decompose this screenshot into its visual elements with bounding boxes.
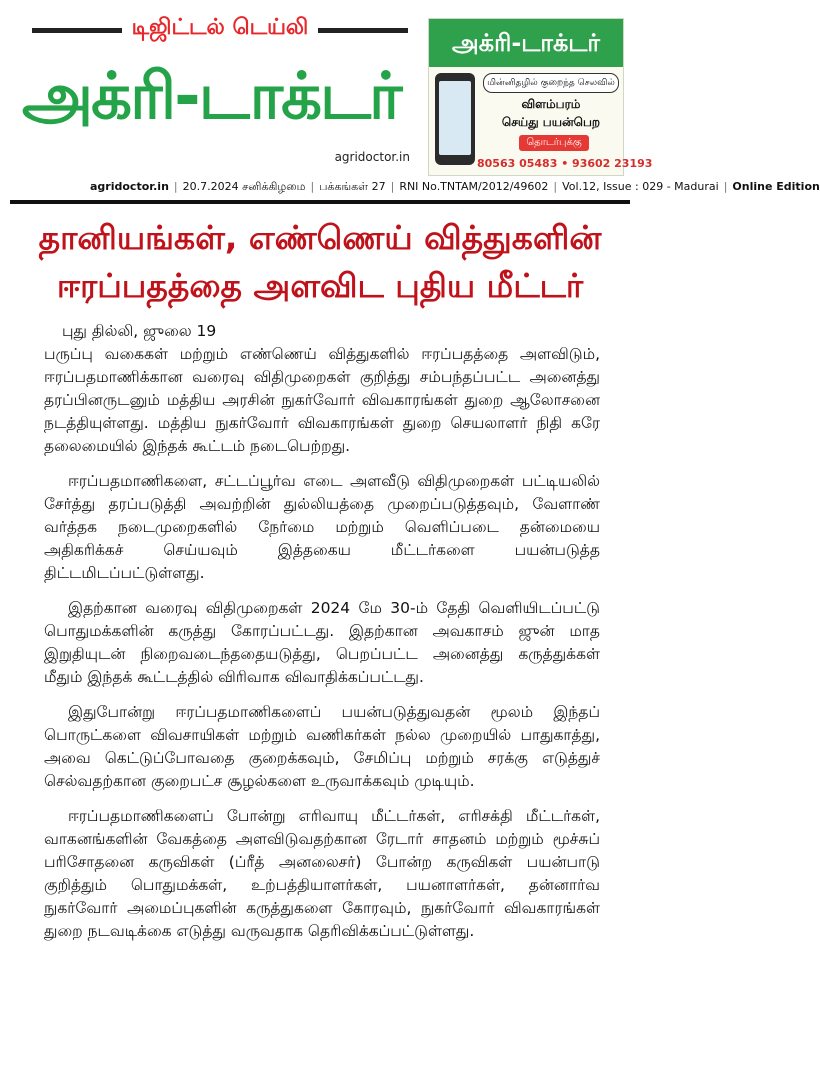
headline-line-1: தானியங்கள், எண்ணெய் வித்துகளின்: [38, 218, 602, 257]
ad-line-1: மின்னிதழில் குறைந்த செலவில்: [483, 73, 619, 93]
ad-contact-label: தொடர்புக்கு: [519, 135, 589, 151]
ad-title: அக்ரி-டாக்டர்: [452, 29, 600, 57]
masthead-tagline: டிஜிட்டல் டெய்லி: [131, 15, 309, 40]
masthead-site-url: agridoctor.in: [334, 150, 410, 164]
phone-screen: [439, 81, 471, 155]
phone-icon: [435, 73, 475, 165]
article-paragraph: பருப்பு வகைகள் மற்றும் எண்ணெய் வித்துகளில் ஈரப்பதத்தை அளவிடும், ஈரப்பதமாணிக்கான வரைவு விதிமுறைகள் குறித்து சம்பந்தப்பட்ட அனைத்து தரப்பினருடனும் மத்திய அரசின் நுகர்வோர் விவகாரங்கள் துறை ஆலோசனை நடத்தியுள்ளது. மத்திய நுகர்வோர் விவகாரங்கள் துறை செயலாளர் நிதி கரே தலைமையில் இந்தக் கூட்டம் நடைபெற்றது.: [44, 345, 600, 455]
article-body: [44, 320, 600, 1060]
article-paragraph: ஈரப்பதமாணிகளை, சட்டப்பூர்வ எடை அளவீடு விதிமுறைகள் பட்டியலில் சேர்த்து தரப்படுத்தி அவற்றின் துல்லியத்தை முறைப்படுத்தவும், வேளாண் வர்த்தக நடைமுறைகளில் நேர்மை மற்றும் வெளிப்படை தன்மையை அதிகரிக்கச் செய்யவும் இத்தகைய மீட்டர்களை பயன்படுத்த திட்டமிடப்பட்டுள்ளது.: [44, 472, 600, 582]
advertisement-banner[interactable]: [428, 18, 653, 176]
newspaper-logo: அக்ரி-டாக்டர்: [22, 60, 401, 134]
masthead: [0, 0, 820, 205]
masthead-divider: [10, 200, 630, 204]
ad-line-3: செய்து பயன்பெற: [501, 115, 601, 129]
article-paragraph: இதற்கான வரைவு விதிமுறைகள் 2024 மே 30-ம் தேதி வெளியிடப்பட்டு பொதுமக்களின் கருத்து கோரப்பட்டது. இதற்கான அவகாசம் ஜுன் மாத இறுதியுடன் நிறைவடைந்ததையடுத்து, பெறப்பட்ட அனைத்து கருத்துக்கள் மீதும் இந்தக் கூட்டத்தில் விரிவாக விவாதிக்கப்பட்டது.: [44, 599, 600, 686]
infobar-date: 20.7.2024 சனிக்கிழமை: [182, 180, 306, 193]
infobar-edition: Online Edition: [732, 180, 820, 193]
ad-line-2: விளம்பரம்: [521, 97, 581, 111]
issue-info-bar: agridoctor.in | 20.7.2024 சனிக்கிழமை | பக்கங்கள் 27 | RNI No.TNTAM/2012/49602 | Vol.12, Issue : 029 - Madurai | Online Edition: [90, 178, 630, 196]
article-headline: [20, 214, 620, 314]
article-paragraph: இதுபோன்று ஈரப்பதமாணிகளைப் பயன்படுத்துவதன் மூலம் இந்தப் பொருட்களை விவசாயிகள் மற்றும் வணிகர்கள் நல்ல முறையில் பாதுகாத்து, அவை கெட்டுப்போவதை குறைக்கவும், சேமிப்பு மற்றும் சரக்கு எடுத்துச் செல்வதற்கான குறைபட்ச சூழல்களை உருவாக்கவும் முடியும்.: [44, 703, 600, 790]
headline-line-2: ஈரப்பதத்தை அளவிட புதிய மீட்டர்: [56, 266, 584, 305]
infobar-rni: RNI No.TNTAM/2012/49602: [399, 180, 549, 193]
infobar-url: agridoctor.in: [90, 180, 169, 193]
article-paragraph: ஈரப்பதமாணிகளைப் போன்று எரிவாயு மீட்டர்கள், எரிசக்தி மீட்டர்கள், வாகனங்களின் வேகத்தை அளவிடுவதற்கான ரேடார் சாதனம் மற்றும் மூச்சுப் பரிசோதனை கருவிகள் (ப்ரீத் அனலைசர்) போன்ற கருவிகள் பயன்பாடு குறித்தும் பொதுமக்கள், உற்பத்தியாளர்கள், பயனாளர்கள், தன்னார்வ நுகர்வோர் அமைப்புகளின் கருத்துகளை கோரவும், நுகர்வோர் விவகாரங்கள் துறை நடவடிக்கை எடுத்து வருவதாக தெரிவிக்கப்பட்டுள்ளது.: [44, 807, 600, 940]
infobar-volume: Vol.12, Issue : 029 - Madurai: [562, 180, 719, 193]
masthead-rule-left: [32, 28, 122, 33]
article-dateline: புது தில்லி, ஜுலை 19: [62, 322, 217, 340]
masthead-rule-right: [318, 28, 408, 33]
ad-phone-numbers: 80563 05483 • 93602 23193: [477, 157, 653, 170]
infobar-pages: பக்கங்கள் 27: [319, 180, 386, 193]
